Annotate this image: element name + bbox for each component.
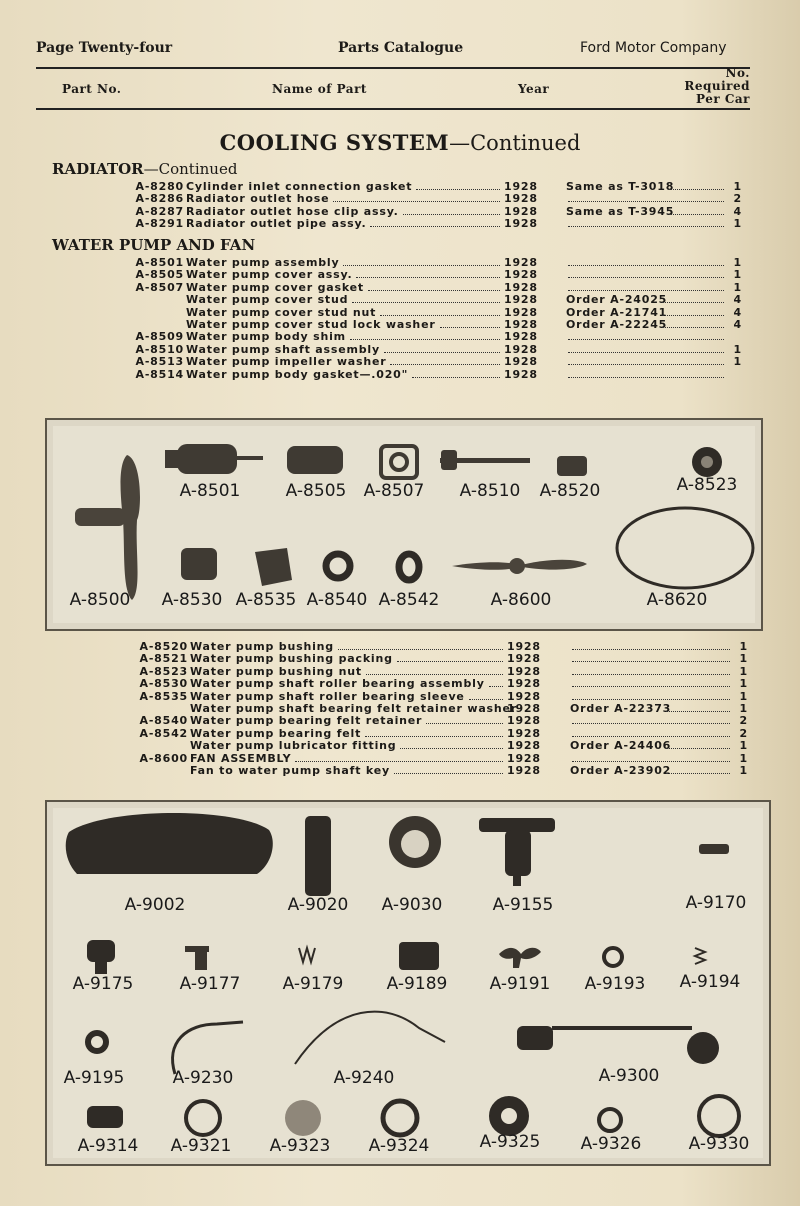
parts-table-row	[0, 739, 800, 752]
part-year: 1928	[507, 726, 541, 740]
part-label: A-8542	[378, 590, 440, 610]
part-year: 1928	[507, 640, 541, 653]
fan-belt-image	[617, 508, 753, 588]
ring-large-2-image	[383, 1101, 417, 1135]
leader-dots	[572, 727, 730, 737]
leader-dots	[572, 640, 730, 650]
leader-dots	[572, 665, 730, 675]
part-number: A-8530	[139, 677, 188, 691]
quantity-required: 1	[739, 664, 748, 678]
leader-dots	[333, 192, 500, 202]
part-number: A-8287	[135, 204, 184, 218]
part-label: A-8500	[69, 590, 131, 610]
part-label: A-9324	[368, 1136, 430, 1156]
quantity-required: 1	[739, 640, 748, 653]
part-year: 1928	[504, 280, 538, 294]
part-name: Radiator outlet hose clip assy.	[186, 204, 399, 218]
part-year: 1928	[504, 355, 538, 369]
parts-table-row	[0, 764, 800, 777]
part-label: A-9230	[172, 1068, 234, 1088]
leader-dots	[572, 652, 730, 662]
bushing-nut-image	[692, 447, 722, 477]
quantity-required: 1	[733, 280, 742, 294]
leader-dots	[568, 343, 724, 353]
leader-dots	[568, 355, 724, 365]
part-year: 1928	[504, 192, 538, 206]
leader-dots	[669, 205, 724, 215]
leader-dots	[380, 306, 500, 316]
part-label: A-9325	[479, 1132, 541, 1152]
part-label: A-8620	[646, 590, 708, 610]
page-number: Page Twenty-four	[36, 40, 173, 56]
part-name: FAN ASSEMBLY	[190, 751, 292, 765]
parts-table-row	[0, 330, 800, 343]
thermostat-image	[399, 942, 439, 970]
bearing-felt-image	[399, 554, 419, 580]
petcock-image	[185, 946, 209, 970]
parts-table-row	[0, 205, 800, 218]
part-year: 1928	[504, 204, 538, 218]
felt-retainer-image	[326, 554, 350, 578]
part-label: A-9321	[170, 1136, 232, 1156]
leader-dots	[397, 652, 503, 662]
part-number: A-8521	[139, 652, 188, 666]
col-part-no: Part No.	[62, 82, 122, 96]
spring-image	[299, 948, 315, 962]
part-year: 1928	[507, 739, 541, 753]
part-name: Water pump bushing packing	[190, 652, 393, 666]
leader-dots	[440, 318, 500, 328]
part-label: A-9326	[580, 1134, 642, 1154]
section-title-bold: COOLING SYSTEM	[219, 130, 450, 155]
part-note: Order A-22373	[570, 702, 672, 715]
leader-dots	[662, 306, 724, 316]
col-required-line-2: Required	[684, 79, 750, 93]
part-number: A-8540	[139, 714, 188, 728]
valve-image	[479, 818, 555, 886]
leader-dots	[469, 690, 503, 700]
part-label: A-8520	[539, 481, 601, 501]
hose-image	[305, 816, 331, 896]
part-label: A-8523	[676, 475, 738, 495]
leader-dots	[669, 180, 724, 190]
part-name: Water pump impeller washer	[186, 355, 387, 369]
part-year: 1928	[504, 293, 538, 307]
subsection-radiator-rest: —Continued	[143, 160, 238, 178]
part-label: A-9189	[386, 974, 448, 994]
part-number: A-8501	[135, 256, 184, 269]
leader-dots	[370, 217, 500, 227]
leader-dots	[662, 318, 724, 328]
part-note: Order A-24406	[570, 739, 672, 753]
quantity-required: 4	[733, 318, 742, 331]
part-name: Water pump body gasket—.020"	[186, 367, 409, 381]
part-name: Water pump cover gasket	[186, 280, 364, 294]
part-label: A-9300	[598, 1066, 660, 1086]
gasket-ring-image	[88, 1033, 106, 1051]
part-year: 1928	[507, 764, 541, 777]
leader-dots	[572, 714, 730, 724]
section-title	[0, 130, 800, 155]
part-year: 1928	[504, 318, 538, 331]
leader-dots	[338, 640, 503, 650]
parts-table-row	[0, 306, 800, 319]
parts-table-row	[0, 368, 800, 381]
part-label: A-9170	[685, 893, 747, 913]
quantity-required: 1	[733, 268, 742, 282]
parts-table-row	[0, 343, 800, 356]
part-name: Water pump shaft assembly	[186, 342, 380, 356]
part-label: A-9175	[72, 974, 134, 994]
ring-large-3-image	[699, 1096, 739, 1136]
part-label: A-9020	[287, 895, 349, 915]
part-number: A-8505	[135, 268, 184, 282]
part-label: A-9194	[679, 972, 741, 992]
part-year: 1928	[504, 342, 538, 356]
part-number: A-8509	[135, 330, 184, 344]
disc-image	[285, 1100, 321, 1136]
part-name: Radiator outlet pipe assy.	[186, 217, 367, 231]
part-name: Water pump bearing felt retainer	[190, 714, 423, 728]
part-label: A-9155	[492, 895, 554, 915]
leader-dots	[572, 677, 730, 687]
col-name: Name of Part	[272, 82, 367, 96]
leader-dots	[368, 281, 500, 291]
part-number: A-8286	[135, 192, 184, 206]
part-name: Water pump bearing felt	[190, 726, 362, 740]
part-number: A-8523	[139, 664, 188, 678]
leader-dots	[572, 690, 730, 700]
parts-table-row	[0, 640, 800, 653]
quantity-required: 4	[733, 305, 742, 319]
part-note: Same as T-3945	[566, 204, 675, 218]
leader-dots	[365, 727, 503, 737]
part-number: A-8514	[135, 367, 184, 381]
subsection-water-pump-bold: WATER PUMP AND FAN	[52, 236, 256, 254]
part-note: Order A-24025	[566, 293, 668, 307]
leader-dots	[426, 714, 503, 724]
parts-table-row	[0, 677, 800, 690]
leader-dots	[352, 293, 500, 303]
part-label: A-8507	[363, 481, 425, 501]
part-label: A-9330	[688, 1134, 750, 1154]
wire-rod-image	[173, 1022, 243, 1074]
thick-ring-image	[495, 1102, 523, 1130]
washer-ring-image	[604, 948, 622, 966]
part-name: Water pump body shim	[186, 330, 346, 344]
leader-dots	[394, 764, 503, 774]
parts-table-row	[0, 727, 800, 740]
leader-dots	[400, 739, 503, 749]
part-name: Water pump bushing	[190, 640, 334, 653]
leader-dots	[295, 752, 503, 762]
part-note: Order A-23902	[570, 764, 672, 777]
roller-bearing-image	[181, 548, 217, 580]
part-year: 1928	[507, 652, 541, 666]
part-number: A-8280	[135, 180, 184, 193]
quantity-required: 1	[739, 652, 748, 666]
leader-dots	[390, 355, 500, 365]
parts-table-row	[0, 355, 800, 368]
part-name: Radiator outlet hose	[186, 192, 330, 206]
parts-table-row	[0, 281, 800, 294]
part-name: Water pump shaft bearing felt retainer washer	[190, 702, 518, 715]
plug-image	[87, 1106, 123, 1128]
pump-shaft-image	[440, 450, 530, 470]
parts-table-row	[0, 293, 800, 306]
quantity-required: 4	[733, 293, 742, 307]
leader-dots	[666, 739, 730, 749]
part-label: A-9191	[489, 974, 551, 994]
part-number: A-8291	[135, 217, 184, 231]
parts-table-row	[0, 702, 800, 715]
part-number: A-8600	[139, 751, 188, 765]
leader-dots	[568, 217, 724, 227]
pump-cover-image	[287, 446, 343, 474]
parts-table-row	[0, 714, 800, 727]
quantity-required: 1	[733, 342, 742, 356]
part-label: A-9323	[269, 1136, 331, 1156]
part-label: A-9030	[381, 895, 443, 915]
leader-dots	[666, 702, 730, 712]
quantity-required: 1	[739, 751, 748, 765]
quantity-required: 4	[733, 204, 742, 218]
fan-blade-image	[452, 558, 587, 574]
col-required-line-1: No.	[725, 66, 750, 80]
part-year: 1928	[504, 367, 538, 381]
part-name: Water pump shaft roller bearing sleeve	[190, 689, 465, 703]
quantity-required: 2	[739, 726, 748, 740]
section-title-rest: —Continued	[449, 131, 581, 155]
leader-dots	[416, 180, 500, 190]
company-name: Ford Motor Company	[580, 40, 727, 56]
part-label: A-8540	[306, 590, 368, 610]
part-name: Water pump cover stud nut	[186, 305, 377, 319]
quantity-required: 1	[739, 764, 748, 777]
quantity-required: 2	[739, 714, 748, 728]
leader-dots	[568, 368, 724, 378]
quantity-required: 1	[739, 702, 748, 715]
cap-image	[389, 816, 441, 868]
wing-nut-image	[499, 948, 541, 968]
coil-spring-image	[695, 948, 705, 964]
part-label: A-9179	[282, 974, 344, 994]
fan-assembly-image	[75, 455, 140, 600]
catalogue-title: Parts Catalogue	[338, 40, 464, 56]
part-number: A-8520	[139, 640, 188, 653]
bearing-sleeve-image	[255, 548, 292, 586]
col-required-line-3: Per Car	[696, 92, 750, 106]
cover-gasket-image	[381, 446, 417, 478]
pump-assembly-image	[165, 444, 263, 474]
drain-cock-image	[87, 940, 115, 974]
part-name: Water pump cover stud	[186, 293, 349, 307]
ring-large-1-image	[186, 1101, 220, 1135]
part-note: Same as T-3018	[566, 180, 675, 193]
part-number: A-8510	[135, 342, 184, 356]
part-year: 1928	[507, 714, 541, 728]
col-required	[680, 67, 750, 106]
part-year: 1928	[507, 702, 541, 715]
small-fitting-image	[699, 844, 729, 854]
quantity-required: 1	[739, 677, 748, 691]
leader-dots	[384, 343, 500, 353]
quantity-required: 1	[733, 180, 742, 193]
part-year: 1928	[507, 751, 541, 765]
leader-dots	[568, 192, 724, 202]
part-year: 1928	[504, 268, 538, 282]
part-note: Order A-21741	[566, 305, 668, 319]
part-name: Cylinder inlet connection gasket	[186, 180, 413, 193]
part-label: A-9195	[63, 1068, 125, 1088]
parts-table-row	[0, 665, 800, 678]
part-label: A-8510	[459, 481, 521, 501]
part-year: 1928	[504, 256, 538, 269]
part-name: Water pump bushing nut	[190, 664, 362, 678]
part-label: A-9002	[124, 895, 186, 915]
part-year: 1928	[504, 217, 538, 231]
leader-dots	[350, 330, 500, 340]
part-label: A-8501	[179, 481, 241, 501]
parts-table-row	[0, 752, 800, 765]
quantity-required: 1	[739, 739, 748, 753]
part-name: Water pump shaft roller bearing assembly	[190, 677, 485, 691]
leader-dots	[366, 665, 503, 675]
part-number: A-8507	[135, 280, 184, 294]
radiator-shell-image	[66, 813, 273, 874]
parts-table-row	[0, 268, 800, 281]
part-year: 1928	[507, 664, 541, 678]
part-name: Water pump cover stud lock washer	[186, 318, 436, 331]
part-year: 1928	[507, 689, 541, 703]
quantity-required: 1	[733, 355, 742, 369]
ring-small-image	[599, 1109, 621, 1131]
part-label: A-8530	[161, 590, 223, 610]
leader-dots	[568, 268, 724, 278]
part-label: A-9177	[179, 974, 241, 994]
parts-table-row	[0, 318, 800, 331]
subsection-water-pump	[52, 236, 255, 254]
part-name: Fan to water pump shaft key	[190, 764, 390, 777]
part-year: 1928	[507, 677, 541, 691]
parts-table-row	[0, 256, 800, 269]
part-label: A-8505	[285, 481, 347, 501]
part-label: A-8600	[490, 590, 552, 610]
parts-table-row	[0, 192, 800, 205]
top-rule	[36, 67, 750, 69]
part-label: A-8535	[235, 590, 297, 610]
part-label: A-9240	[333, 1068, 395, 1088]
leader-dots	[572, 752, 730, 762]
leader-dots	[343, 256, 500, 266]
parts-table-row	[0, 652, 800, 665]
curved-rod-image	[295, 1012, 445, 1064]
leader-dots	[666, 764, 730, 774]
part-year: 1928	[504, 330, 538, 344]
quantity-required: 1	[733, 217, 742, 231]
quantity-required: 1	[739, 689, 748, 703]
col-year: Year	[518, 82, 550, 96]
leader-dots	[568, 330, 724, 340]
subsection-radiator-bold: RADIATOR	[52, 160, 144, 178]
part-name: Water pump assembly	[186, 256, 340, 269]
leader-dots	[662, 293, 724, 303]
leader-dots	[568, 256, 724, 266]
bushing-image	[557, 456, 587, 476]
parts-table-row	[0, 180, 800, 193]
parts-table-row	[0, 690, 800, 703]
part-label: A-9314	[77, 1136, 139, 1156]
quantity-required: 2	[733, 192, 742, 206]
quantity-required: 1	[733, 256, 742, 269]
subsection-radiator	[52, 160, 237, 178]
leader-dots	[489, 677, 503, 687]
crank-image	[517, 1026, 719, 1064]
part-year: 1928	[504, 180, 538, 193]
part-number: A-8513	[135, 355, 184, 369]
header-bottom-rule	[36, 108, 750, 110]
part-name: Water pump cover assy.	[186, 268, 353, 282]
part-note: Order A-22245	[566, 318, 668, 331]
leader-dots	[356, 268, 500, 278]
leader-dots	[568, 281, 724, 291]
part-label: A-9193	[584, 974, 646, 994]
part-name: Water pump lubricator fitting	[190, 739, 397, 753]
parts-table-row	[0, 217, 800, 230]
leader-dots	[403, 205, 500, 215]
part-number: A-8535	[139, 689, 188, 703]
leader-dots	[412, 368, 500, 378]
part-year: 1928	[504, 305, 538, 319]
part-number: A-8542	[139, 726, 188, 740]
